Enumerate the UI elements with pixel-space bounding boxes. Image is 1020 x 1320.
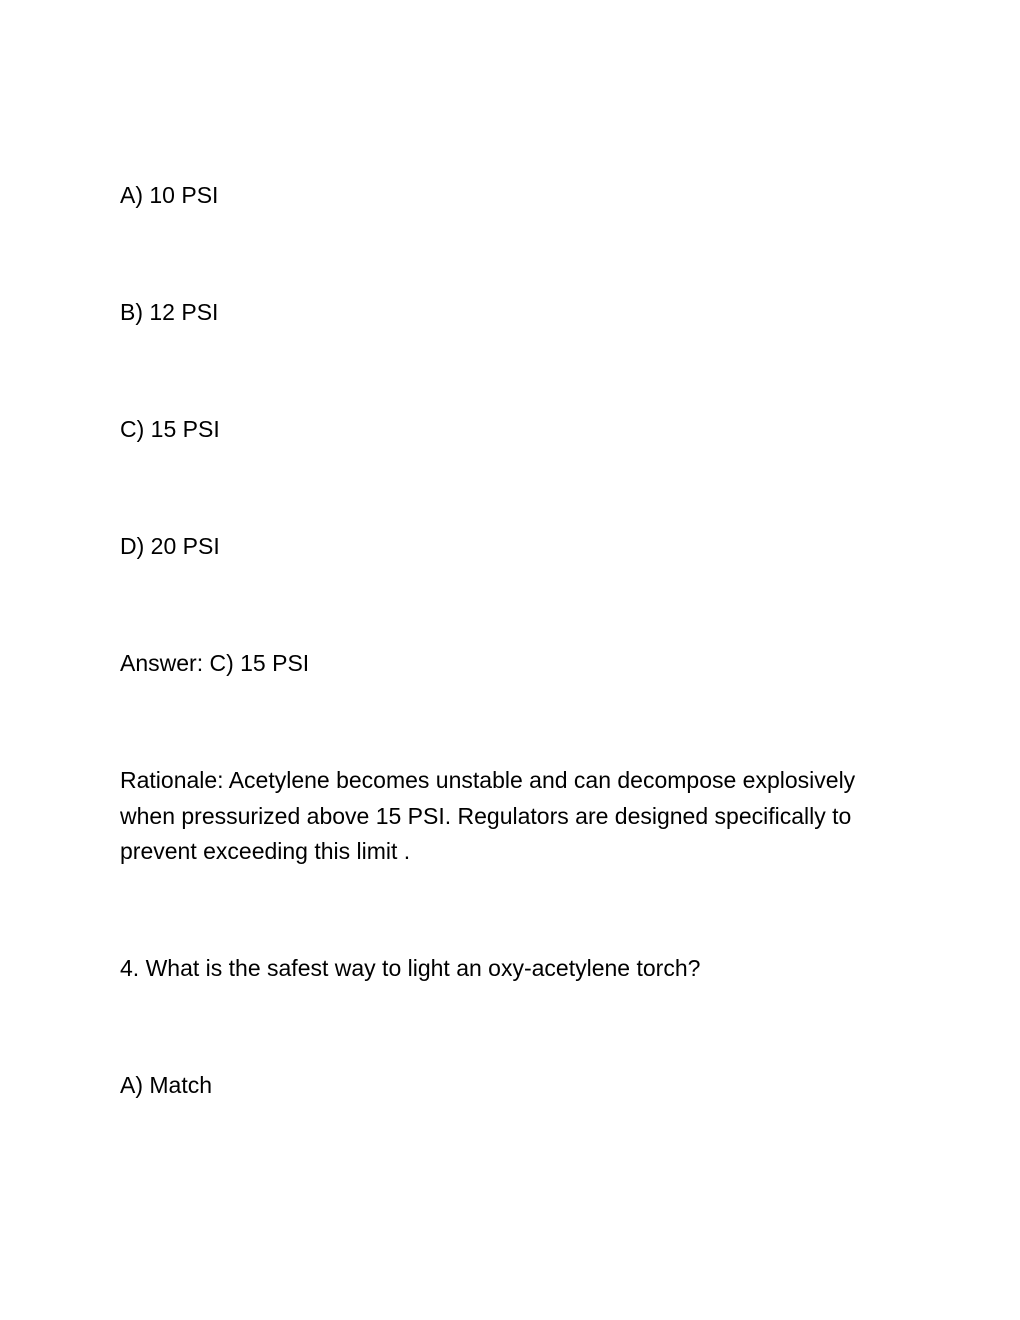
option-b-text: B) 12 PSI	[120, 299, 219, 325]
answer-text: Answer: C) 15 PSI	[120, 650, 310, 676]
question-4-text: 4. What is the safest way to light an oxy-acetylene torch?	[120, 955, 701, 981]
rationale-paragraph: Rationale: Acetylene becomes unstable and can decompose explosively when pressurized above 15 PSI. Regulators are designed specifically to prevent exceeding this limit .	[120, 767, 856, 864]
option-a-q4-text: A) Match	[120, 1072, 213, 1098]
option-d-text: D) 20 PSI	[120, 533, 220, 559]
option-a-text: A) 10 PSI	[120, 182, 219, 208]
option-c-text: C) 15 PSI	[120, 416, 220, 442]
